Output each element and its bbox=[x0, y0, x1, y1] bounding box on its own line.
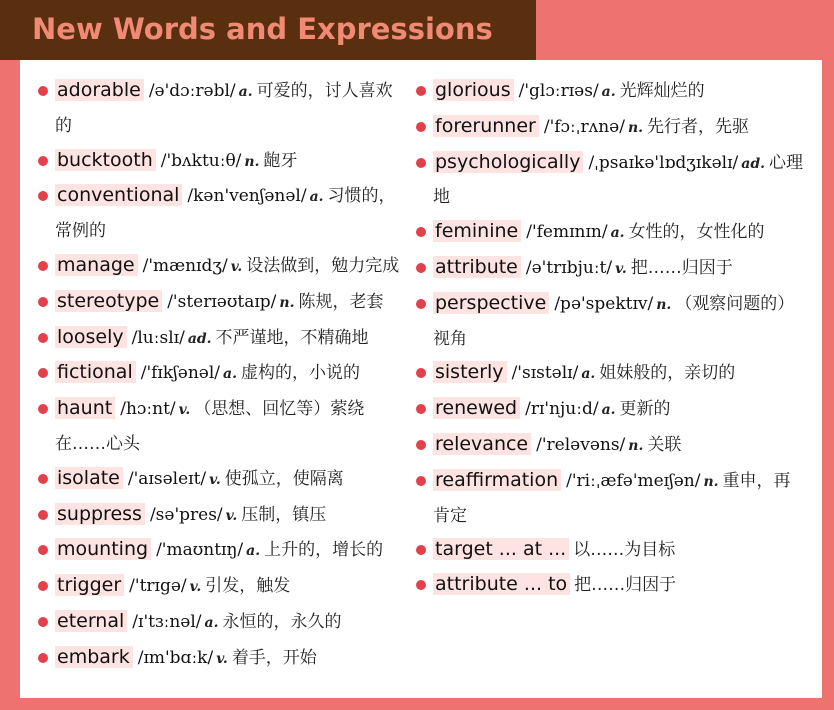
header-band bbox=[0, 0, 834, 60]
bullet-icon bbox=[416, 476, 426, 486]
bullet-icon bbox=[38, 261, 48, 271]
vocab-entry bbox=[36, 533, 404, 569]
vocab-word: fictional bbox=[55, 361, 136, 383]
vocab-entry bbox=[36, 641, 404, 677]
bullet-icon bbox=[416, 580, 426, 590]
pronunciation: /ɪ'tɜːnəl/ bbox=[132, 611, 202, 632]
right-column bbox=[414, 74, 806, 603]
part-of-speech: n. bbox=[279, 294, 295, 311]
vocab-word: renewed bbox=[433, 397, 520, 419]
definition: 习惯的，常例的 bbox=[55, 186, 396, 242]
vocab-entry bbox=[36, 179, 404, 249]
vocab-word: target ... at ... bbox=[433, 538, 569, 560]
bullet-icon bbox=[38, 581, 48, 591]
pronunciation: /'glɔːrɪəs/ bbox=[518, 81, 599, 101]
pronunciation: /pə'spektɪv/ bbox=[554, 293, 654, 314]
part-of-speech: n. bbox=[244, 153, 260, 170]
definition: 关联 bbox=[647, 434, 682, 455]
bullet-icon bbox=[416, 404, 426, 414]
pronunciation: /'fɪkʃənəl/ bbox=[140, 363, 221, 384]
definition: 心理地 bbox=[433, 152, 803, 208]
bullet-icon bbox=[38, 191, 48, 201]
vocab-word: isolate bbox=[55, 467, 123, 489]
bullet-icon bbox=[38, 404, 48, 414]
bullet-icon bbox=[416, 263, 426, 273]
bullet-icon bbox=[38, 368, 48, 378]
definition: 陈规，老套 bbox=[298, 291, 384, 312]
part-of-speech: a. bbox=[238, 84, 253, 100]
vocab-word: conventional bbox=[55, 184, 182, 206]
definition: 龅牙 bbox=[263, 150, 298, 171]
part-of-speech: n. bbox=[656, 296, 672, 313]
part-of-speech: v. bbox=[225, 507, 238, 524]
page-title: New Words and Expressions bbox=[32, 12, 493, 46]
vocab-word: sisterly bbox=[433, 361, 507, 383]
vocab-word: suppress bbox=[55, 503, 145, 525]
pronunciation: /'trɪgə/ bbox=[129, 576, 187, 597]
bullet-icon bbox=[38, 156, 48, 166]
definition: 女性的，女性化的 bbox=[628, 222, 765, 243]
vocab-entry bbox=[36, 321, 404, 357]
pronunciation: /hɔːnt/ bbox=[120, 399, 176, 420]
pronunciation: /'aɪsəleɪt/ bbox=[127, 468, 207, 489]
bullet-icon bbox=[38, 617, 48, 627]
definition: 更新的 bbox=[619, 399, 671, 420]
definition: 虚构的，小说的 bbox=[240, 363, 360, 384]
vocab-entry bbox=[36, 144, 404, 180]
pronunciation: /'reləvəns/ bbox=[536, 434, 626, 455]
vocab-entry bbox=[414, 215, 806, 251]
definition: （观察问题的）视角 bbox=[433, 293, 795, 349]
definition: 压制，镇压 bbox=[241, 504, 327, 525]
vocab-entry bbox=[36, 74, 404, 144]
vocab-word: glorious bbox=[433, 79, 514, 101]
left-column bbox=[36, 74, 404, 677]
bullet-icon bbox=[38, 474, 48, 484]
part-of-speech: n. bbox=[703, 473, 719, 490]
definition: 使孤立，使隔离 bbox=[224, 468, 344, 489]
pronunciation: /kən'venʃənəl/ bbox=[187, 186, 307, 207]
pronunciation: /'femɪnɪn/ bbox=[526, 222, 608, 243]
vocab-word: adorable bbox=[55, 79, 144, 101]
part-of-speech: a. bbox=[601, 84, 616, 100]
definition: 设法做到，勉力完成 bbox=[246, 255, 400, 276]
part-of-speech: v. bbox=[178, 402, 191, 419]
vocab-word: relevance bbox=[433, 433, 531, 455]
part-of-speech: a. bbox=[204, 614, 219, 631]
vocab-word: feminine bbox=[433, 220, 521, 242]
vocab-word: loosely bbox=[55, 326, 127, 348]
vocab-entry bbox=[36, 498, 404, 534]
bullet-icon bbox=[38, 86, 48, 96]
vocab-entry bbox=[414, 146, 806, 216]
definition: 把……归因于 bbox=[574, 575, 677, 596]
part-of-speech: a. bbox=[610, 225, 625, 242]
pronunciation: /sə'pres/ bbox=[149, 504, 223, 525]
pronunciation: /ə'dɔːrəbl/ bbox=[148, 81, 236, 101]
part-of-speech: ad. bbox=[741, 155, 765, 172]
pronunciation: /'fɔːˌrʌnə/ bbox=[543, 116, 625, 137]
part-of-speech: ad. bbox=[187, 330, 212, 347]
part-of-speech: v. bbox=[615, 260, 627, 277]
pronunciation: /rɪ'njuːd/ bbox=[525, 399, 599, 420]
definition: 上升的，增长的 bbox=[264, 540, 384, 561]
bullet-icon bbox=[38, 653, 48, 663]
title-box bbox=[0, 0, 536, 60]
definition: 重申，再肯定 bbox=[433, 470, 791, 526]
part-of-speech: v. bbox=[189, 579, 202, 596]
definition: 不严谨地，不精确地 bbox=[215, 327, 369, 348]
pronunciation: /'sterɪəʊtaɪp/ bbox=[167, 291, 277, 312]
bullet-icon bbox=[38, 333, 48, 343]
vocab-word: trigger bbox=[55, 574, 124, 596]
part-of-speech: v. bbox=[230, 258, 243, 275]
part-of-speech: n. bbox=[628, 437, 644, 454]
bullet-icon bbox=[416, 86, 426, 96]
definition: 永恒的，永久的 bbox=[222, 611, 342, 632]
vocab-entry bbox=[36, 462, 404, 498]
bullet-icon bbox=[416, 299, 426, 309]
vocab-word: bucktooth bbox=[55, 149, 156, 171]
part-of-speech: a. bbox=[581, 366, 596, 383]
vocab-entry bbox=[414, 568, 806, 603]
pronunciation: /'maʊntɪŋ/ bbox=[156, 540, 244, 561]
bullet-icon bbox=[416, 545, 426, 555]
word-list-panel bbox=[20, 60, 822, 698]
definition: 可爱的，讨人喜欢的 bbox=[55, 81, 393, 136]
bullet-icon bbox=[416, 227, 426, 237]
bullet-icon bbox=[416, 440, 426, 450]
vocab-entry bbox=[414, 74, 806, 110]
part-of-speech: v. bbox=[216, 650, 228, 667]
vocab-word: mounting bbox=[55, 538, 151, 560]
bullet-icon bbox=[38, 545, 48, 555]
pronunciation: /ɪm'bɑːk/ bbox=[137, 647, 214, 668]
pronunciation: /'mænɪdʒ/ bbox=[142, 255, 228, 276]
vocab-entry bbox=[36, 392, 404, 462]
definition: 引发，触发 bbox=[205, 576, 291, 597]
vocab-entry bbox=[36, 569, 404, 605]
vocab-entry bbox=[36, 605, 404, 641]
bullet-icon bbox=[416, 122, 426, 132]
definition: （思想、回忆等）萦绕在……心头 bbox=[55, 399, 365, 454]
definition: 把……归因于 bbox=[630, 257, 733, 278]
pronunciation: /'sɪstəlɪ/ bbox=[511, 363, 579, 384]
vocab-word: stereotype bbox=[55, 290, 162, 312]
vocab-entry bbox=[414, 533, 806, 568]
definition: 姐妹般的，亲切的 bbox=[599, 363, 736, 384]
vocab-word: embark bbox=[55, 646, 133, 668]
vocab-entry bbox=[414, 356, 806, 392]
vocab-entry bbox=[414, 251, 806, 287]
vocab-word: eternal bbox=[55, 610, 127, 632]
vocab-entry bbox=[36, 249, 404, 285]
part-of-speech: a. bbox=[246, 543, 261, 560]
vocab-word: psychologically bbox=[433, 151, 583, 173]
definition: 先行者，先驱 bbox=[647, 116, 749, 137]
vocab-word: haunt bbox=[55, 397, 115, 419]
bullet-icon bbox=[38, 510, 48, 520]
part-of-speech: a. bbox=[223, 366, 237, 383]
bullet-icon bbox=[416, 158, 426, 168]
pronunciation: /'bʌktuːθ/ bbox=[160, 150, 242, 171]
vocab-word: manage bbox=[55, 254, 138, 276]
pronunciation: /ə'trɪbjuːt/ bbox=[525, 257, 613, 278]
definition: 着手，开始 bbox=[231, 647, 317, 668]
bullet-icon bbox=[38, 297, 48, 307]
pronunciation: /'riːˌæfə'meɪʃən/ bbox=[566, 470, 701, 491]
part-of-speech: v. bbox=[209, 471, 221, 488]
pronunciation: /ˌpsaɪkə'lɒdʒɪkəlɪ/ bbox=[588, 152, 739, 173]
part-of-speech: a. bbox=[309, 189, 324, 206]
vocab-entry bbox=[414, 287, 806, 357]
part-of-speech: n. bbox=[627, 119, 643, 136]
vocab-word: reaffirmation bbox=[433, 469, 561, 491]
part-of-speech: a. bbox=[601, 402, 616, 419]
definition: 以……为目标 bbox=[573, 540, 676, 561]
bullet-icon bbox=[416, 368, 426, 378]
vocab-entry bbox=[414, 428, 806, 464]
definition: 光辉灿烂的 bbox=[619, 81, 705, 101]
vocab-entry bbox=[414, 392, 806, 428]
vocab-entry bbox=[414, 464, 806, 534]
vocab-word: attribute bbox=[433, 256, 521, 278]
vocab-entry bbox=[414, 110, 806, 146]
vocab-entry bbox=[36, 285, 404, 321]
vocab-word: attribute ... to bbox=[433, 573, 570, 595]
vocab-entry bbox=[36, 356, 404, 392]
pronunciation: /luːslɪ/ bbox=[131, 327, 185, 348]
vocab-word: forerunner bbox=[433, 115, 539, 137]
vocab-word: perspective bbox=[433, 292, 549, 314]
